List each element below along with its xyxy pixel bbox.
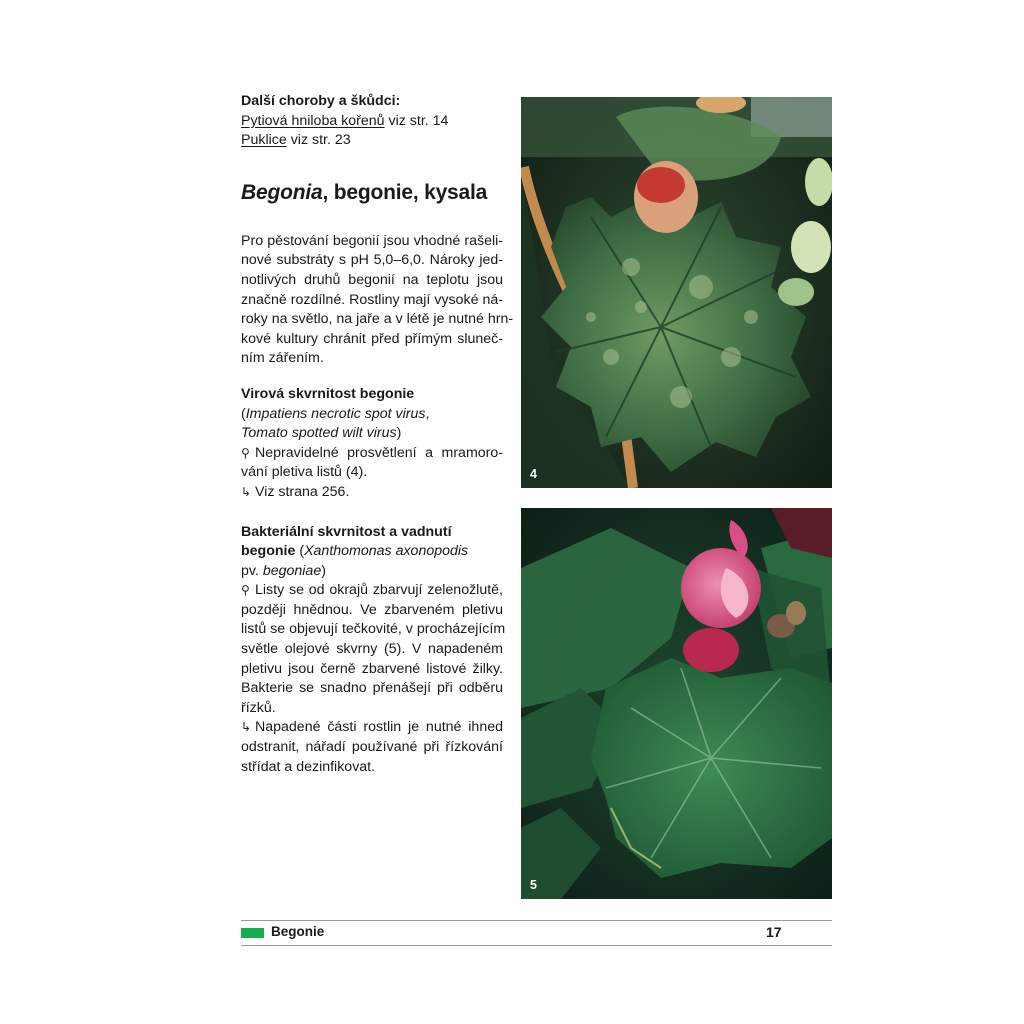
related-link[interactable]: Puklice bbox=[241, 132, 287, 149]
photo-number: 4 bbox=[530, 467, 537, 481]
photo-5-illustration bbox=[521, 508, 832, 899]
bacterial-control: ↳ Napadené části rostlin je nutné ihned bbox=[241, 718, 503, 738]
page-number: 17 bbox=[766, 924, 782, 940]
bacterial-title: begonie (Xanthomonas axonopodis bbox=[241, 543, 469, 560]
related-heading: Další choroby a škůdci: bbox=[241, 93, 401, 109]
bacterial-title: Bakteriální skvrnitost a vadnutí bbox=[241, 523, 452, 540]
bacterial-pathogen: pv. begoniae) bbox=[241, 562, 326, 579]
virus-section: Virová skvrnitost begonie (Impatiens necrotic spot virus, Tomato spotted wilt virus) ⚲ Nepravidelné prosvětlení a mramoro- vání pletiva listů (4). ↳ Viz strana 256. bbox=[241, 385, 503, 503]
magnifier-icon: ⚲ bbox=[241, 583, 250, 598]
footer-rule-top bbox=[241, 920, 832, 921]
bacterial-section: Bakteriální skvrnitost a vadnutí begonie (Xanthomonas axonopodis pv. begoniae) ⚲ Listy se od okrajů zbarvují zelenožlutě, později hnědnou. Ve zbarveném pletivu listů se objevují tečkovité, v procházejícím světle olejové skvrny (5). V napadeném pletivu jsou černě zbarvené listové žilky. Bakterie se snadno přenášejí při odběru řízků. ↳ Napadené části rostlin je nutné ihned odstranit, nářadí používané při řízkování střídat a dezinfikovat. bbox=[241, 523, 506, 775]
footer-color-marker bbox=[241, 928, 264, 938]
section-title: Begonia, begonie, kysala bbox=[241, 180, 488, 204]
photo-begonia-leaf bbox=[521, 97, 832, 488]
virus-symptom: ⚲ Nepravidelné prosvětlení a mramoro- bbox=[241, 444, 503, 464]
arrow-icon: ↳ bbox=[241, 720, 252, 735]
bacterial-symptom: ⚲ Listy se od okrajů zbarvují zelenožlutě, bbox=[241, 581, 503, 601]
magnifier-icon: ⚲ bbox=[241, 445, 250, 460]
arrow-icon: ↳ bbox=[241, 484, 252, 499]
related-item: Pytiová hniloba kořenů viz str. 14 bbox=[241, 112, 449, 129]
footer-section-label: Begonie bbox=[271, 924, 325, 939]
photo-begonia-flower bbox=[521, 508, 832, 899]
virus-pathogen: (Impatiens necrotic spot virus, bbox=[241, 405, 430, 422]
footer-rule-bottom bbox=[241, 945, 832, 946]
related-link[interactable]: Pytiová hniloba kořenů bbox=[241, 112, 385, 129]
virus-title: Virová skvrnitost begonie bbox=[241, 385, 415, 402]
related-item: Puklice viz str. 23 bbox=[241, 132, 351, 149]
photo-number: 5 bbox=[530, 878, 537, 892]
virus-pathogen: Tomato spotted wilt virus) bbox=[241, 425, 402, 442]
text-column bbox=[241, 92, 514, 777]
virus-control: ↳ Viz strana 256. bbox=[241, 483, 503, 503]
intro-paragraph: Pro pěstování begonií jsou vhodné rašeli- nové substráty s pH 5,0–6,0. Nároky jed- notlivých druhů begonií na teplotu jsou značně rozdílné. Rostliny mají vysoké ná- roky na světlo, na jaře a v létě je nutné hrn- kové kultury chránit před přímým sluneč- ním zářením. bbox=[241, 232, 514, 367]
photo-4-illustration bbox=[521, 97, 832, 488]
